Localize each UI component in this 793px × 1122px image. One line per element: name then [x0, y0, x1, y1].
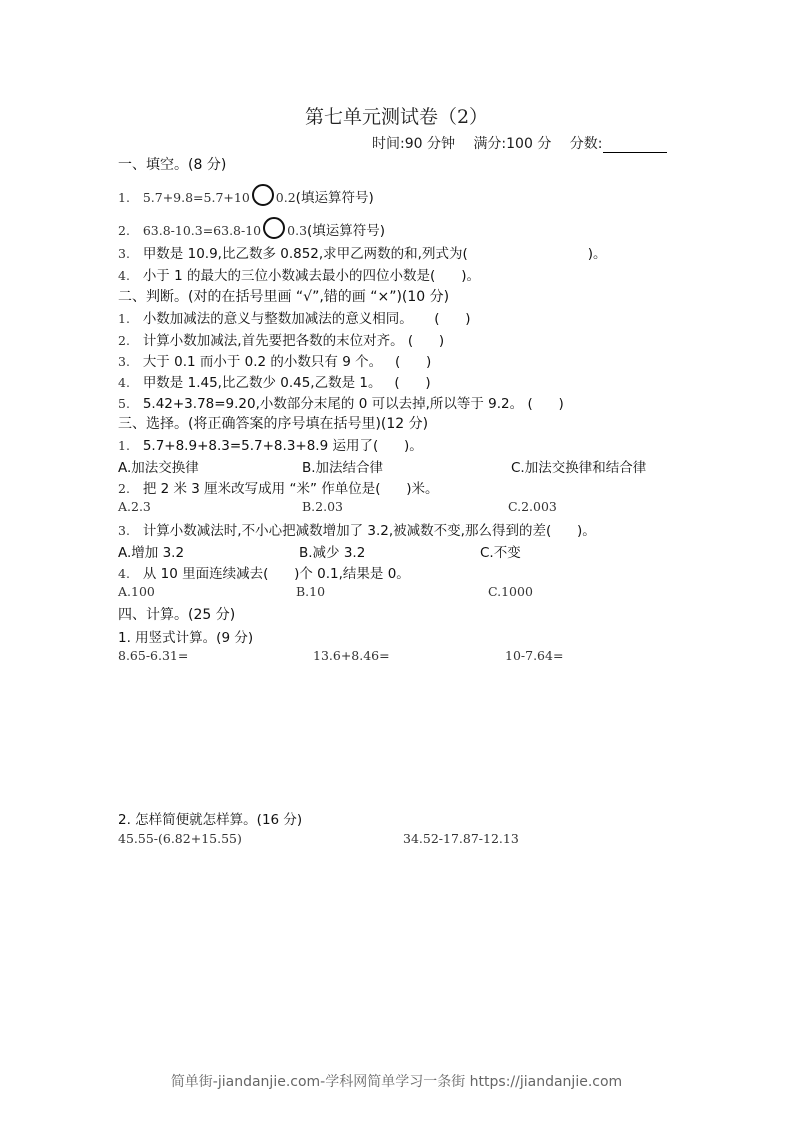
choice-question-1 — [118, 434, 423, 454]
choice-option-b[interactable]: B.减少 3.2 — [299, 545, 366, 561]
fill-item-4 — [118, 264, 480, 284]
question-text: 计算小数加减法,首先要把各数的末位对齐。 — [142, 333, 404, 349]
item-number: 1. — [118, 311, 130, 326]
operator-circle-blank[interactable] — [263, 217, 285, 239]
judge-item-5 — [118, 392, 564, 412]
score-label: 分数: — [569, 136, 603, 152]
judge-item-2 — [118, 329, 444, 349]
choice-option-c[interactable]: C.加法交换律和结合律 — [511, 460, 647, 476]
expression: 5.7+9.8=5.7+10 — [142, 190, 250, 205]
item-number: 5. — [118, 396, 130, 411]
item-number: 2. — [118, 333, 130, 348]
exam-meta — [372, 133, 667, 153]
choice-option-c[interactable]: C.1000 — [488, 584, 533, 599]
expression: 0.3 — [287, 223, 308, 238]
page-title: 第七单元测试卷（2） — [304, 106, 489, 128]
section-2-heading: 二、判断。(对的在括号里画 “√”,错的画 “×”)(10 分) — [118, 289, 450, 305]
question-text: 5.7+8.9+8.3=5.7+8.3+8.9 运用了( )。 — [142, 438, 423, 454]
calc-expression-1: 8.65-6.31= — [118, 648, 189, 663]
judge-item-3 — [118, 350, 431, 370]
score-blank[interactable] — [603, 138, 667, 153]
simplify-expression-2: 34.52-17.87-12.13 — [403, 831, 519, 846]
question-text: 5.42+3.78=9.20,小数部分末尾的 0 可以去掉,所以等于 9.2。 — [142, 396, 524, 412]
section-3-heading: 三、选择。(将正确答案的序号填在括号里)(12 分) — [118, 416, 429, 432]
simplify-expression-1: 45.55-(6.82+15.55) — [118, 831, 242, 846]
item-number: 4. — [118, 566, 130, 581]
choice-option-a[interactable]: A.2.3 — [118, 499, 151, 514]
question-text: 把 2 米 3 厘米改写成用 “米” 作单位是( )米。 — [142, 481, 439, 497]
question-end: )。 — [587, 246, 607, 262]
choice-option-b[interactable]: B.2.03 — [302, 499, 343, 514]
answer-parens[interactable]: ( ) — [527, 396, 564, 412]
instruction-note: (填运算符号) — [307, 223, 386, 239]
expression: 63.8-10.3=63.8-10 — [142, 223, 262, 238]
item-number: 1. — [118, 438, 130, 453]
answer-parens[interactable]: ( ) — [434, 311, 471, 327]
choice-question-4 — [118, 562, 410, 582]
question-text: 从 10 里面连续减去( )个 0.1,结果是 0。 — [142, 566, 410, 582]
calc-expression-2: 13.6+8.46= — [313, 648, 390, 663]
answer-parens[interactable]: ( ) — [407, 333, 445, 349]
item-number: 1. — [118, 190, 130, 205]
judge-item-4 — [118, 371, 431, 391]
item-number: 4. — [118, 375, 130, 390]
question-text: 大于 0.1 而小于 0.2 的小数只有 9 个。 — [142, 354, 383, 370]
footer-watermark: 简单街-jiandanjie.com-学科网简单学习一条街 https://jiandanjie.com — [170, 1074, 623, 1090]
question-text: 计算小数减法时,不小心把减数增加了 3.2,被减数不变,那么得到的差( )。 — [142, 523, 596, 539]
choice-question-3 — [118, 519, 596, 539]
full-score: 满分:100 分 — [473, 136, 552, 152]
instruction-note: (填运算符号) — [295, 190, 374, 206]
vertical-calc-heading: 1. 用竖式计算。(9 分) — [118, 630, 254, 646]
question-text: 甲数是 1.45,比乙数少 0.45,乙数是 1。 — [142, 375, 382, 391]
choice-option-c[interactable]: C.不变 — [480, 545, 521, 561]
item-number: 2. — [118, 223, 130, 238]
item-number: 3. — [118, 354, 130, 369]
item-number: 3. — [118, 246, 130, 261]
choice-question-2 — [118, 477, 439, 497]
question-text: 小于 1 的最大的三位小数减去最小的四位小数是( — [142, 268, 436, 284]
choice-option-b[interactable]: B.10 — [296, 584, 326, 599]
calc-expression-3: 10-7.64= — [505, 648, 564, 663]
section-4-heading: 四、计算。(25 分) — [118, 607, 236, 623]
simplify-calc-heading: 2. 怎样简便就怎样算。(16 分) — [118, 812, 303, 828]
choice-option-b[interactable]: B.加法结合律 — [302, 460, 384, 476]
fill-item-2 — [118, 217, 385, 239]
question-text: 甲数是 10.9,比乙数多 0.852,求甲乙两数的和,列式为( — [142, 246, 468, 262]
choice-option-a[interactable]: A.增加 3.2 — [118, 545, 185, 561]
question-text: 小数加减法的意义与整数加减法的意义相同。 — [142, 311, 413, 327]
choice-option-a[interactable]: A.加法交换律 — [118, 460, 199, 476]
fill-item-1 — [118, 184, 374, 206]
time-limit: 时间:90 分钟 — [372, 136, 455, 152]
fill-item-3 — [118, 242, 607, 262]
judge-item-1 — [118, 307, 471, 327]
item-number: 3. — [118, 523, 130, 538]
expression: 0.2 — [275, 190, 296, 205]
question-end: )。 — [461, 268, 481, 284]
operator-circle-blank[interactable] — [252, 184, 274, 206]
choice-option-c[interactable]: C.2.003 — [508, 499, 557, 514]
item-number: 2. — [118, 481, 130, 496]
item-number: 4. — [118, 268, 130, 283]
answer-parens[interactable]: ( ) — [394, 375, 431, 391]
answer-parens[interactable]: ( ) — [394, 354, 432, 370]
choice-option-a[interactable]: A.100 — [118, 584, 155, 599]
section-1-heading: 一、填空。(8 分) — [118, 157, 227, 173]
